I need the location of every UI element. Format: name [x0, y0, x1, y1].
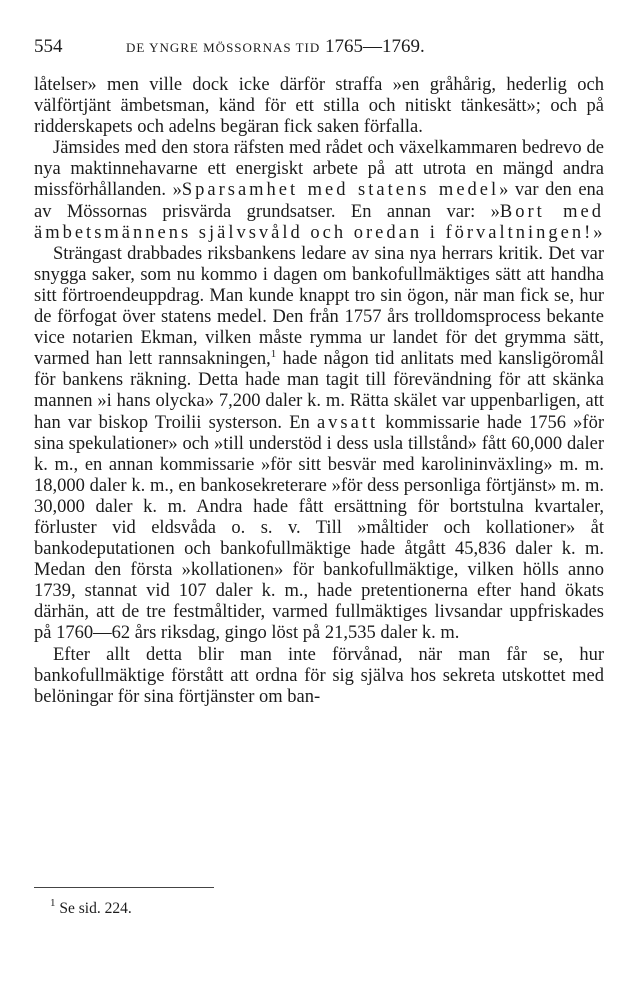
footnote-marker: 1 — [50, 897, 56, 909]
paragraph-4: Efter allt detta blir man inte förvånad, när man får se, hur bankofullmäktige förstått att ordna för sig själva hos sekreta utskottet med belöningar för sina förtjänster om ban- — [34, 644, 604, 707]
footnote-text: Se sid. 224. — [59, 900, 132, 917]
footnote-reference: 1 — [270, 348, 277, 361]
paragraph-1: låtelser» men ville dock icke därför straffa »en gråhårig, hederlig och välförtjänt ämbetsman, känd för ett stilla och nitiskt tänkesätt»; och på ridderskapets och adelns begäran fick saken förfalla. — [34, 75, 604, 138]
running-title-years: 1765—1769. — [325, 36, 425, 57]
page-header — [34, 36, 602, 66]
paragraph-3 — [34, 244, 604, 645]
p3-text-b: hade någon tid anlitats med kansligöromål för bankens räkning. Detta hade man tagit till förevändning för att skänka mannen »i hans olycka» 7,200 daler k. m. Rätta skälet var uppenbarligen, att han var biskop Troilii systerson. En — [34, 349, 605, 433]
p2-text-a: Jämsides med den stora räfsten med rådet och växelkammaren bedrevo de nya maktinnehavarne ett energiskt arbete på att utrota en mängd andra missförhållanden. » — [34, 138, 604, 201]
paragraph-2 — [34, 138, 604, 243]
p3-spaced-word: avsatt — [316, 412, 379, 433]
footnote — [50, 897, 132, 918]
p2-spaced-quote-1: Sparsamhet med statens medel — [181, 180, 500, 201]
p2-text-e: » — [593, 222, 603, 243]
p3-text-d: kommissarie hade 1756 »för sina spekulationer» och »till understöd i dess usla tillstånd» fått 60,000 daler k. m., en annan kommissarie »för sitt besvär med karolininväxling» m. m. 18,000 daler k. m., en bankosekreterare »för dess personliga förtjänst» m. m. 30,000 daler k. m. Andra hade fått ersättning för bortstulna kvartaler, förluster vid eldsvåda o. s. v. Till »måltider och kollationer» åt bankodeputationen och bankofullmäktige hade åtgått 45,836 daler k. m. Medan den första »kollationen» för bankofullmäktige, vilken hölls anno 1739, stannat vid 107 daler k. m., hade pretentionerna efter hand ökats därhän, att de tre festmåltider, varmed fullmäktiges livsandar uppfriskades på 1760—62 års riksdag, gingo löst på 21,535 daler k. m. — [34, 412, 604, 644]
body-text — [34, 75, 604, 708]
running-title-caps: DE YNGRE MÖSSORNAS TID — [126, 40, 321, 55]
footnote-rule — [34, 887, 214, 888]
p3-text-a: Strängast drabbades riksbankens ledare av sina nya herrars kritik. Det var snygga saker, som nu kommo i dagen om bankofullmäktiges sätt att handha sitt förtroendeuppdrag. Man kunde knappt tro sin ögon, när man fick se, hur de förfogat över statens medel. Den från 1757 års trolldomsprocess bekante vice notarien Ekman, vilken måste rymma ur landet för det grymma sätt, varmed han lett rannsakningen, — [34, 243, 604, 370]
page-number: 554 — [34, 36, 63, 57]
p2-text-c: » var den ena av Mössornas prisvärda grundsatser. En annan var: » — [34, 180, 604, 222]
p2-spaced-quote-2: Bort med ämbetsmännens självsvåld och oredan i förvaltningen! — [34, 201, 604, 243]
running-title — [126, 36, 425, 58]
